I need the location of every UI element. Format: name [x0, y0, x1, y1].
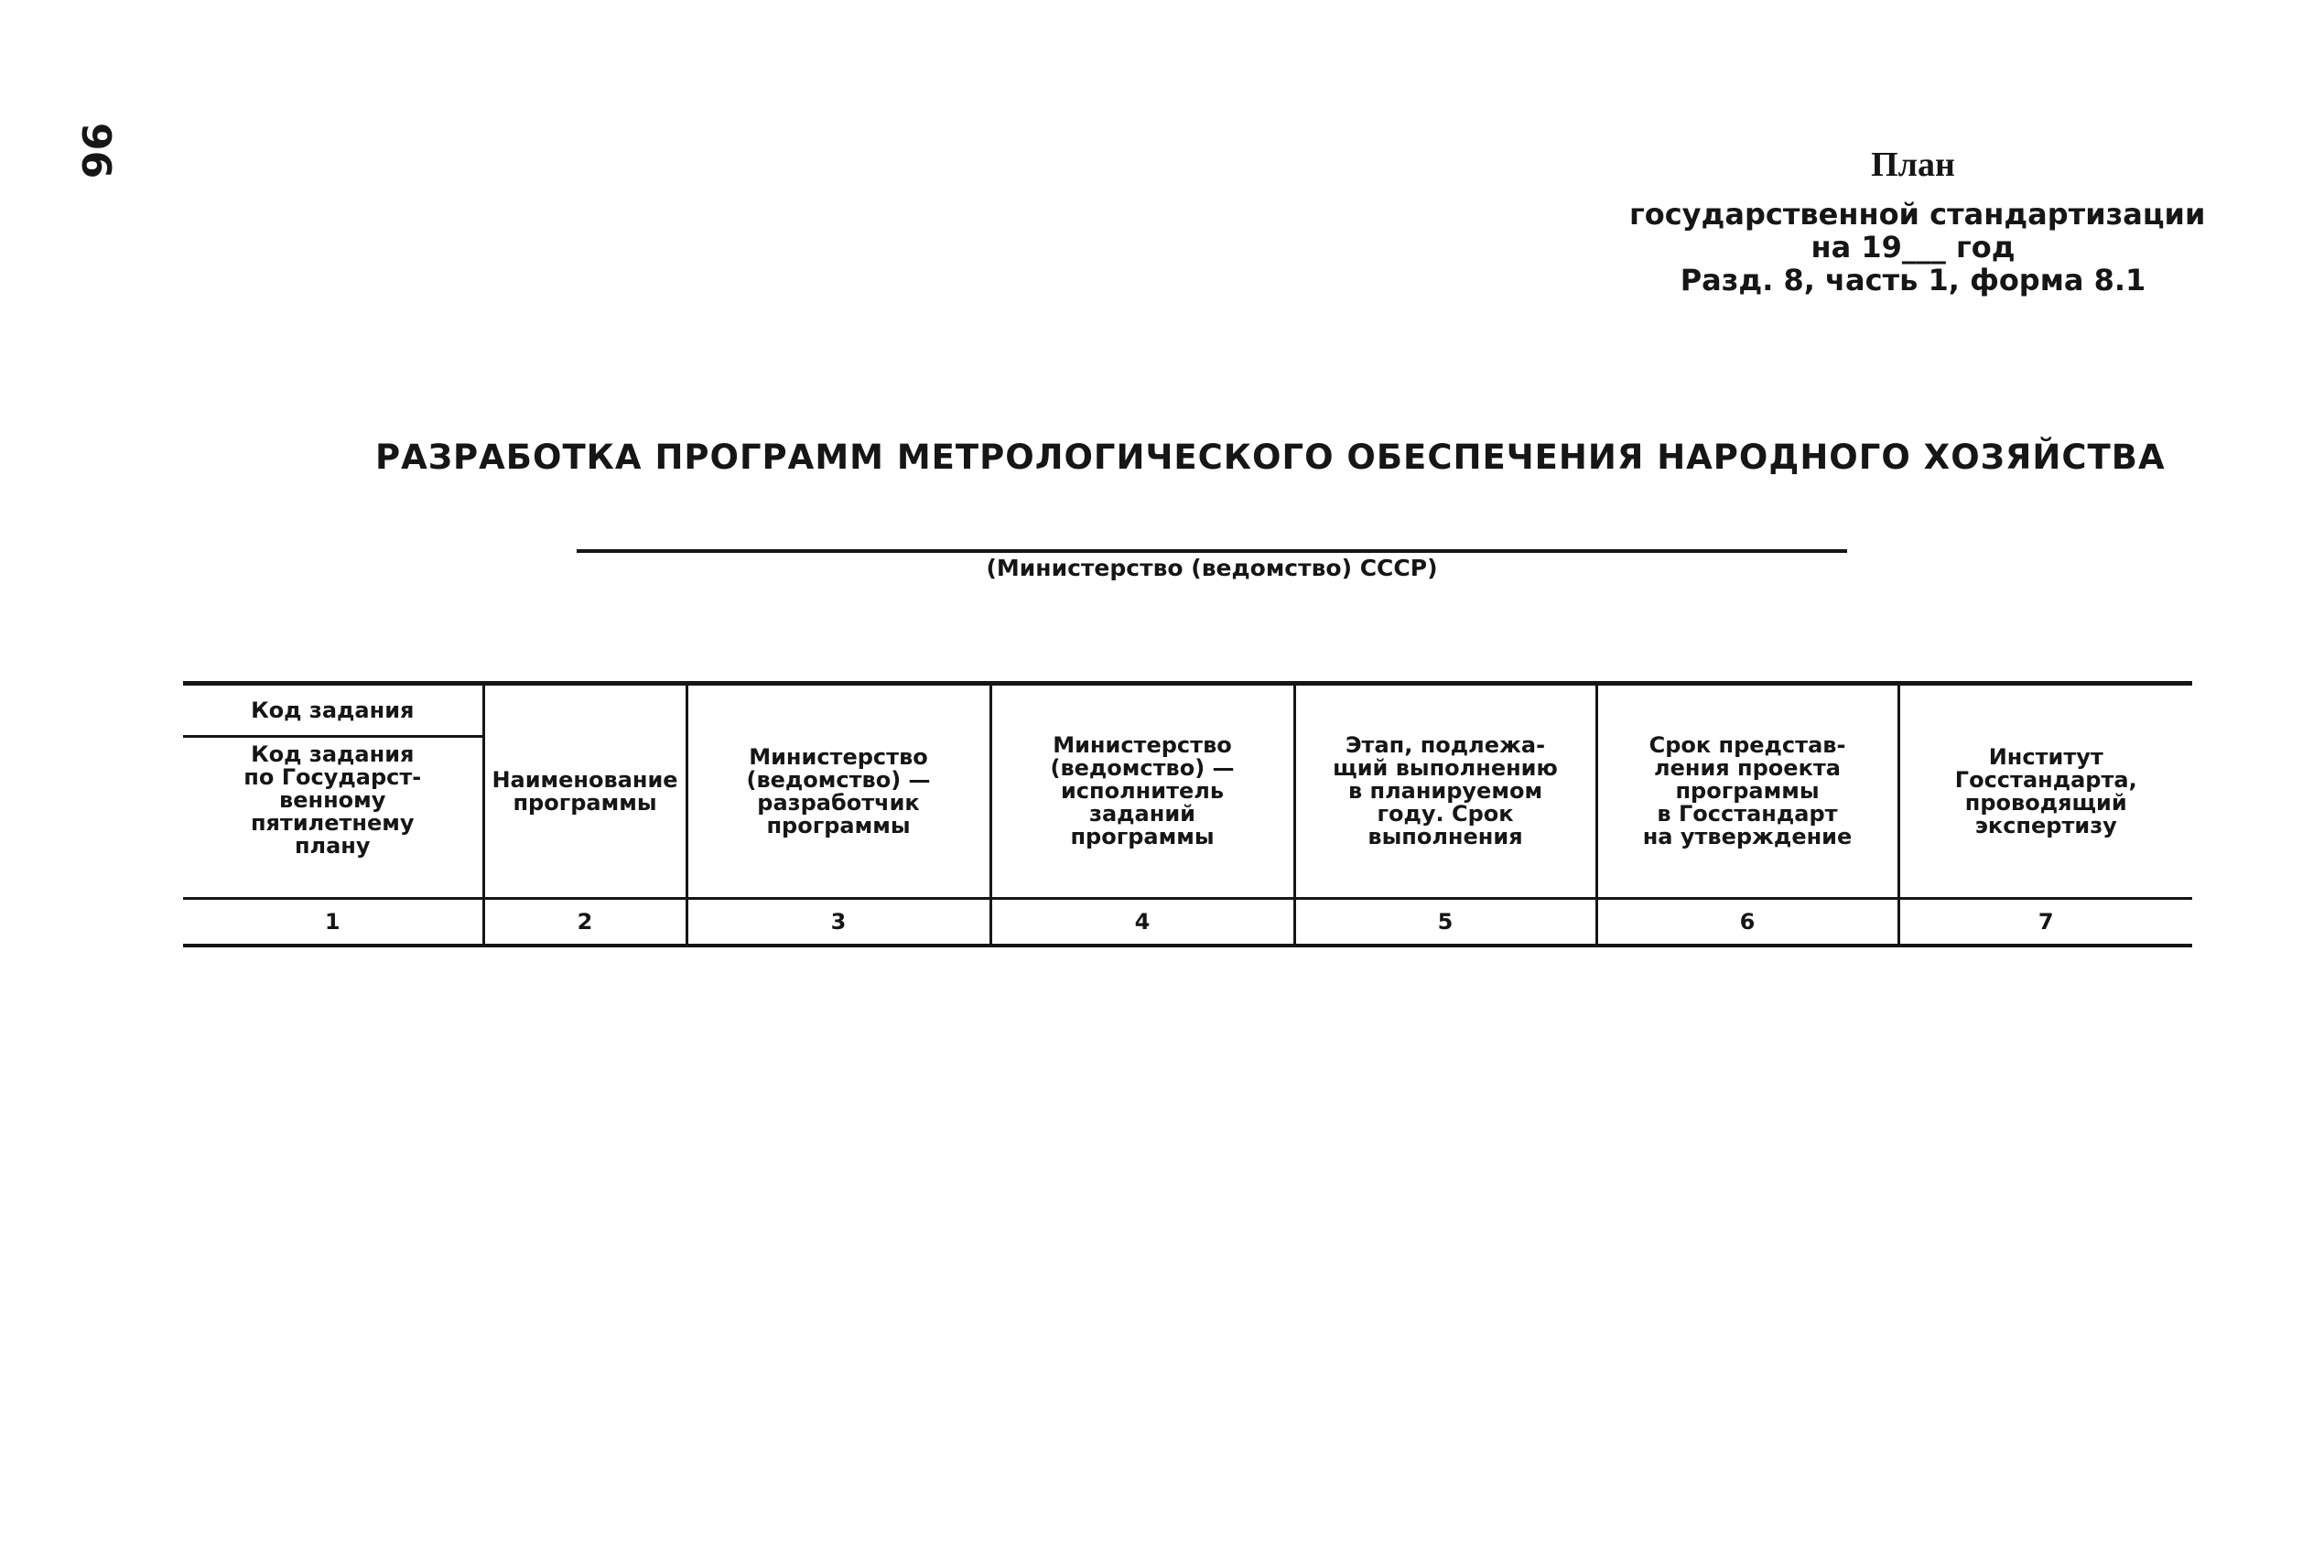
- header-line: (ведомство) —: [1050, 755, 1235, 781]
- column-number: 6: [1596, 899, 1898, 946]
- header-line: ления проекта: [1654, 755, 1841, 781]
- header-program-name: [483, 684, 686, 899]
- header-line: Наименование: [492, 766, 678, 793]
- column-number: 5: [1294, 899, 1596, 946]
- header-line: по Государст-: [243, 764, 422, 790]
- header-line: в планируемом: [1347, 778, 1543, 804]
- header-line: программы: [1675, 778, 1820, 804]
- header-ministry-developer: [686, 684, 990, 899]
- column-number: 3: [686, 899, 990, 946]
- header-line: Институт: [1988, 743, 2103, 770]
- header-line: Этап, подлежа-: [1345, 732, 1546, 758]
- header-line: в Госстандарт: [1657, 801, 1838, 827]
- header-line: Министерство: [1053, 732, 1232, 758]
- header-institute: [1898, 684, 2192, 899]
- plan-title: План: [1871, 146, 1955, 184]
- header-line: разработчик: [757, 789, 920, 816]
- header-line: (ведомство) —: [746, 766, 931, 793]
- header-line: заданий: [1089, 801, 1195, 827]
- header-line: на утверждение: [1642, 824, 1853, 849]
- header-line: Код задания: [251, 741, 415, 767]
- header-line: Срок представ-: [1648, 732, 1846, 758]
- header-line: исполнитель: [1060, 778, 1225, 804]
- column-number: 2: [483, 899, 686, 946]
- column-number: 4: [990, 899, 1294, 946]
- header-line: экспертизу: [1974, 812, 2117, 838]
- header-line: программы: [513, 789, 657, 816]
- header-line: проводящий: [1964, 789, 2127, 816]
- plan-line-3: Разд. 8, часть 1, форма 8.1: [1680, 263, 2146, 297]
- header-line: программы: [1070, 824, 1215, 849]
- header-line: программы: [766, 812, 911, 838]
- plan-line-1: государственной стандартизации: [1629, 197, 2206, 232]
- header-ministry-executor: [990, 684, 1294, 899]
- header-line: плану: [294, 833, 371, 859]
- header-line: пятилетнему: [250, 810, 415, 836]
- header-line: выполнения: [1367, 824, 1523, 849]
- plan-line-2: на 19___ год: [1811, 230, 2016, 265]
- header-line: году. Срок: [1377, 801, 1514, 827]
- ministry-fill-line: [577, 549, 1847, 553]
- header-stage: [1294, 684, 1596, 899]
- header-line: венному: [279, 787, 386, 813]
- column-number-row: [183, 899, 2192, 946]
- page-number: 96: [72, 123, 119, 179]
- column-number: 7: [1898, 899, 2192, 946]
- ministry-caption: (Министерство (ведомство) СССР): [986, 555, 1438, 581]
- plan-header: [1629, 145, 2206, 297]
- main-title: РАЗРАБОТКА ПРОГРАММ МЕТРОЛОГИЧЕСКОГО ОБЕСПЕЧЕНИЯ НАРОДНОГО ХОЗЯЙСТВА: [375, 438, 2166, 477]
- header-line: Госстандарта,: [1954, 766, 2137, 793]
- header-submission-deadline: [1596, 684, 1898, 899]
- group-header-task-code: Код задания: [183, 684, 483, 737]
- form-table: [183, 681, 2192, 947]
- header-line: Министерство: [749, 743, 928, 770]
- column-number: 1: [183, 899, 483, 946]
- header-five-year-plan-code: [183, 737, 483, 899]
- header-line: щий выполнению: [1333, 755, 1558, 781]
